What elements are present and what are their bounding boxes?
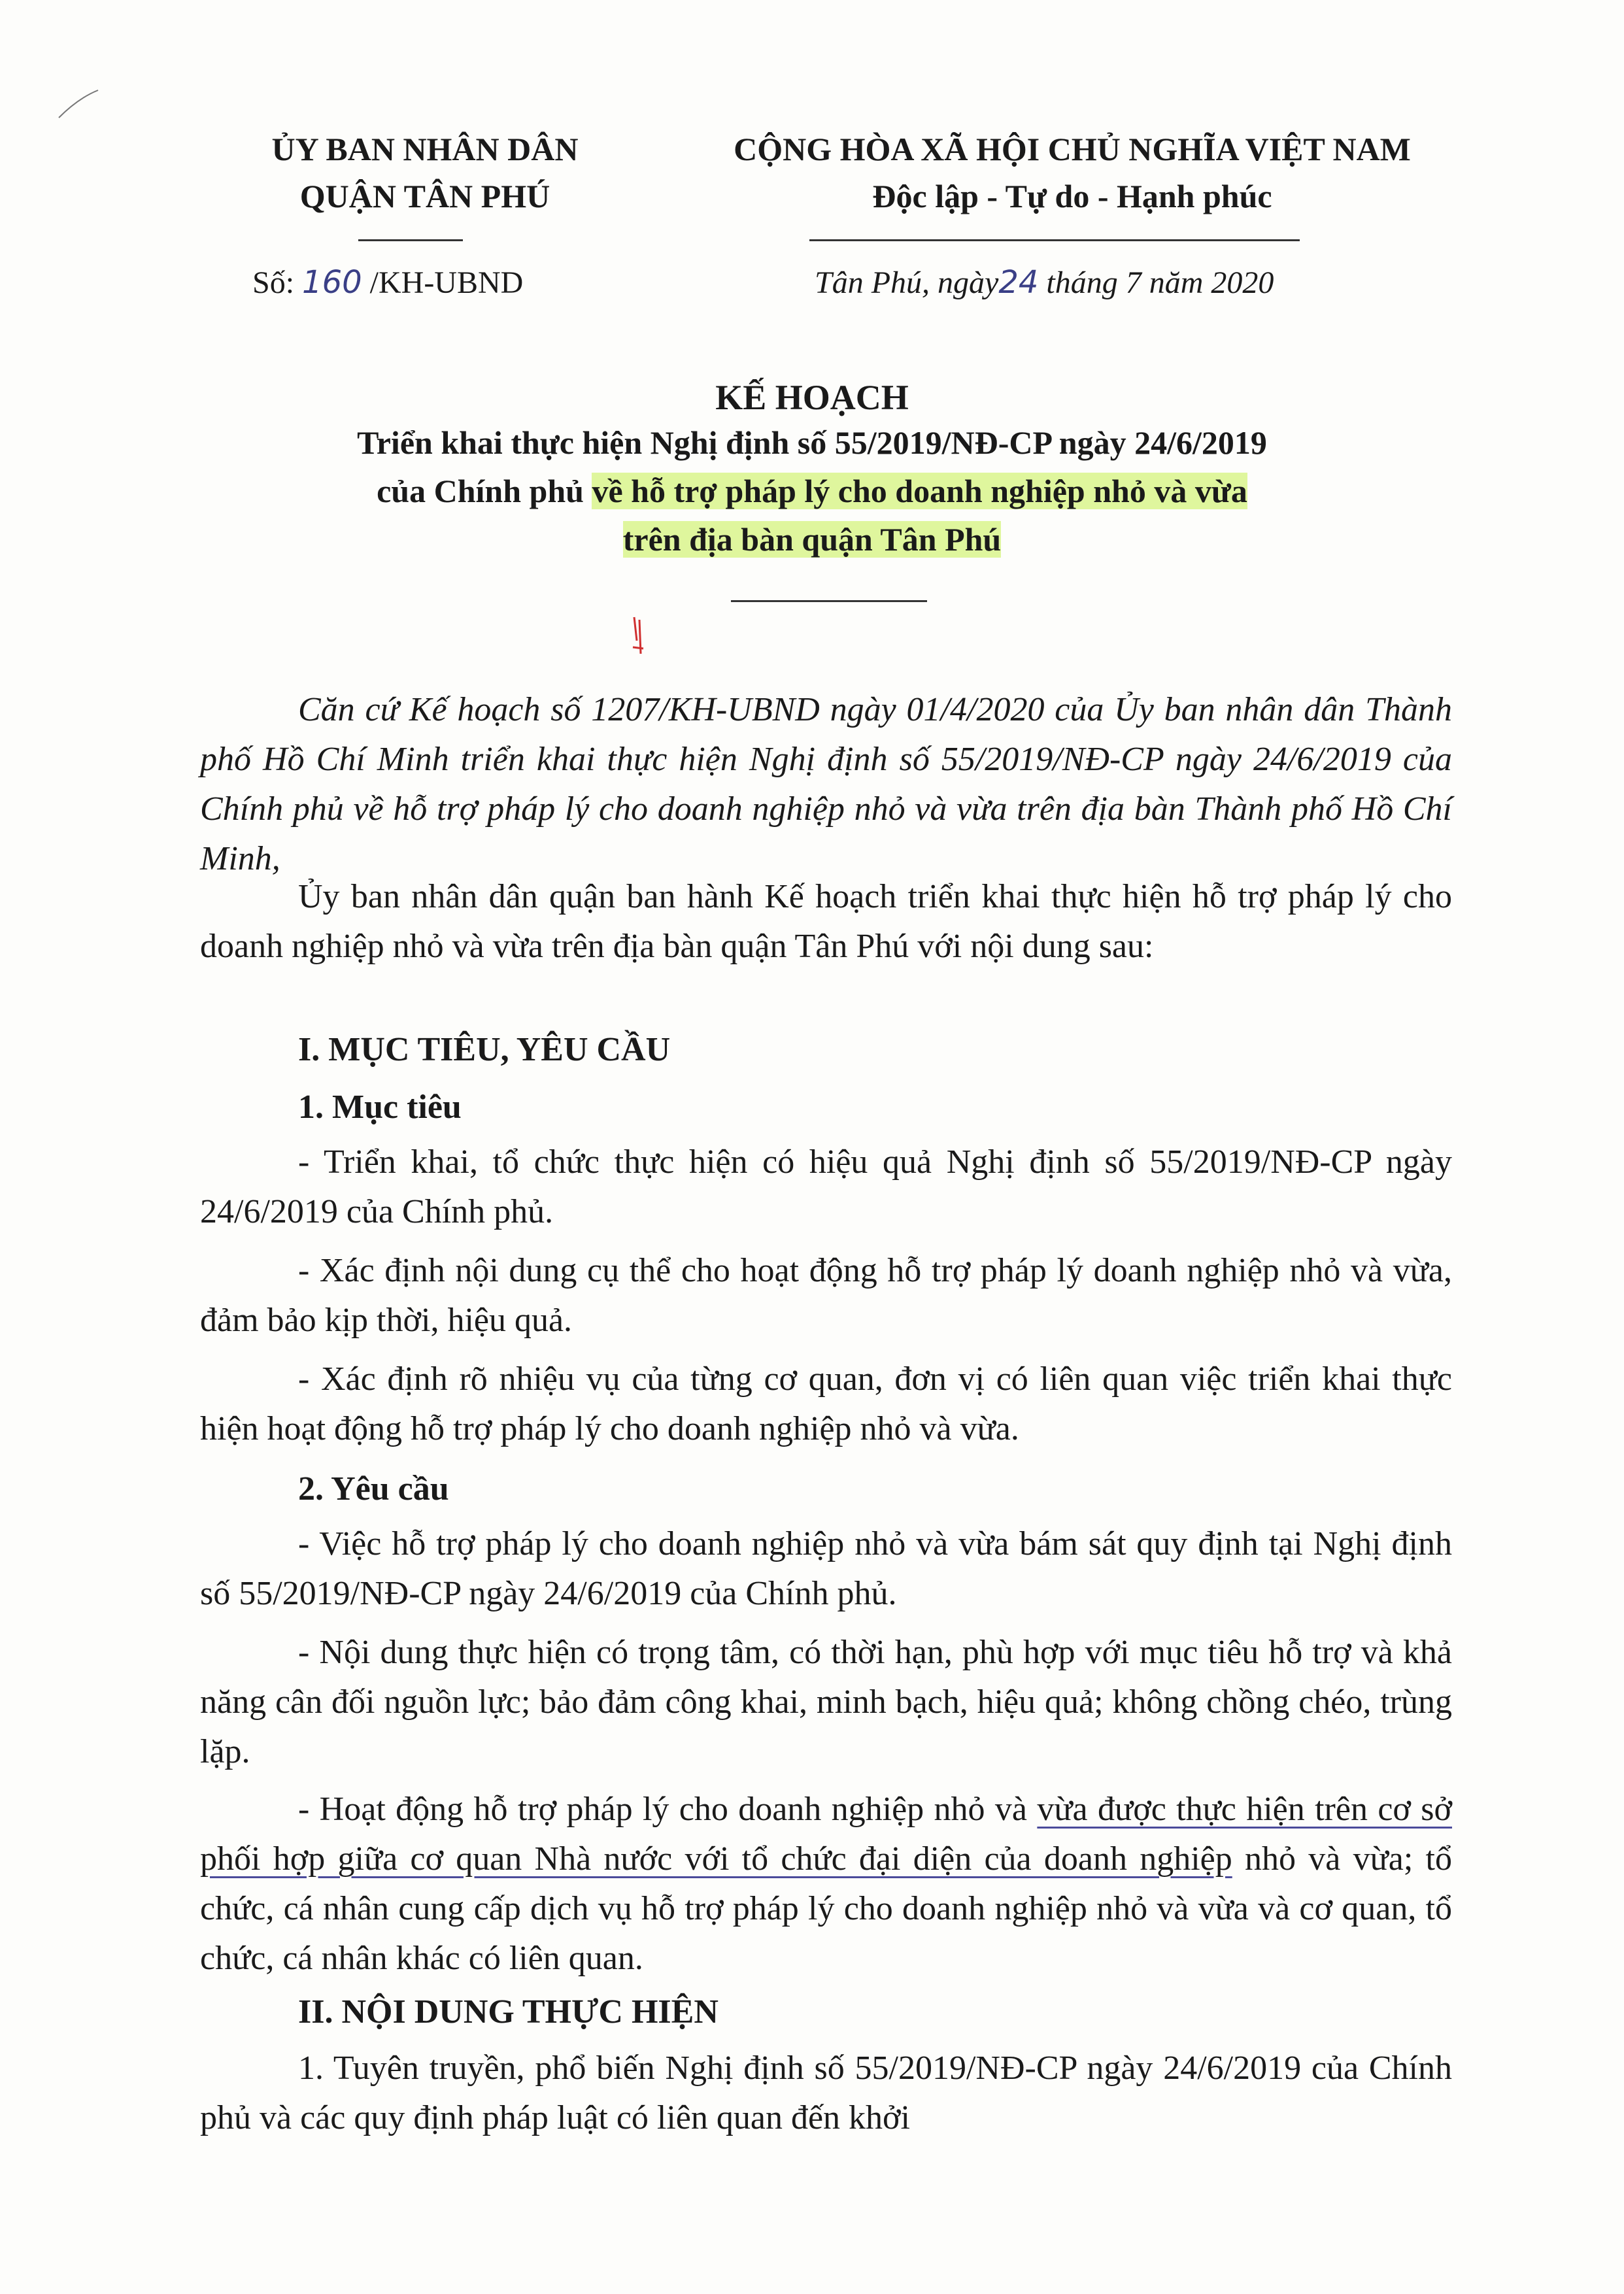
national-motto-block [680, 126, 1464, 220]
issuer-block [190, 126, 660, 220]
issuer-line-2: QUẬN TÂN PHÚ [299, 178, 550, 214]
goal-3: - Xác định rõ nhiệu vụ của từng cơ quan, đơn vị có liên quan việc triển khai thực hiện hoạt động hỗ trợ pháp lý cho doanh nghiệp nhỏ và vừa. [200, 1360, 1452, 1447]
date-suffix: tháng 7 năm 2020 [1038, 265, 1274, 300]
requirement-1: - Việc hỗ trợ pháp lý cho doanh nghiệp nhỏ và vừa bám sát quy định tại Nghị định số 55/2019/NĐ-CP ngày 24/6/2019 của Chính phủ. [200, 1525, 1452, 1612]
doc-number-suffix: /KH-UBND [362, 265, 524, 300]
intro-paragraph: Ủy ban nhân dân quận ban hành Kế hoạch triển khai thực hiện hỗ trợ pháp lý cho doanh nghiệp nhỏ và vừa trên địa bàn quận Tân Phú với nội dung sau: [200, 878, 1452, 965]
doc-number-prefix: Số: [252, 265, 303, 300]
requirement-3-end: nhỏ và vừa; tổ chức, cá nhân cung cấp dịch vụ hỗ trợ pháp lý cho doanh nghiệp nhỏ và vừa và cơ quan, tổ chức, cá nhân khác có liên quan. [200, 1840, 1452, 1977]
content-item-1-text: Tuyên truyền, phổ biến Nghị định số 55/2019/NĐ-CP ngày 24/6/2019 của Chính phủ và các quy định pháp luật có liên quan đến khởi [200, 2049, 1452, 2136]
subject-line-3 [0, 515, 1624, 564]
content-item-1-number: 1. [298, 2049, 324, 2087]
national-motto: Độc lập - Tự do - Hạnh phúc [872, 178, 1272, 214]
pen-tick-icon [52, 85, 105, 127]
goal-2: - Xác định nội dung cụ thể cho hoạt động hỗ trợ pháp lý doanh nghiệp nhỏ và vừa, đảm bảo kịp thời, hiệu quả. [200, 1252, 1452, 1339]
red-stamp-mark-icon [630, 615, 646, 667]
subject-line-3-highlight: trên địa bàn quận Tân Phú [622, 521, 1002, 558]
subject-line-2-highlight: về hỗ trợ pháp lý cho doanh nghiệp nhỏ và vừa [592, 473, 1247, 509]
content-item-1 [200, 2044, 1452, 2143]
requirement-2: - Nội dung thực hiện có trọng tâm, có thời hạn, phù hợp với mục tiêu hỗ trợ và khả năng cân đối nguồn lực; bảo đảm công khai, minh bạch, hiệu quả; không chồng chéo, trùng lặp. [200, 1634, 1452, 1770]
motto-underline [809, 239, 1300, 241]
section-1-sub-2: 2. Yêu cầu [298, 1470, 449, 1508]
date-prefix: Tân Phú, ngày [815, 265, 999, 300]
title-subject [0, 418, 1624, 564]
issue-date [815, 259, 1274, 307]
section-1-sub-1: 1. Mục tiêu [298, 1088, 462, 1126]
requirement-3-underlined: vừa được thực hiện trên cơ sở phối hợp giữa cơ quan Nhà nước với tổ chức đại diện của doanh nghiệp [200, 1791, 1453, 1878]
doc-number-handwritten: 160 [302, 264, 362, 301]
section-2-heading: II. NỘI DUNG THỰC HIỆN [298, 1993, 719, 2031]
document-title: KẾ HOẠCH [715, 378, 909, 417]
issuer-underline [358, 239, 463, 241]
requirement-3-start: - Hoạt động hỗ trợ pháp lý cho doanh nghiệp nhỏ và [298, 1791, 1038, 1828]
title-underline [731, 600, 927, 602]
national-name: CỘNG HÒA XÃ HỘI CHỦ NGHĨA VIỆT NAM [734, 131, 1411, 167]
requirement-3 [200, 1785, 1452, 1983]
document-number [252, 259, 523, 307]
subject-line-2-plain: của Chính phủ [377, 473, 592, 509]
section-1-heading: I. MỤC TIÊU, YÊU CẦU [298, 1031, 671, 1068]
goal-1: - Triển khai, tổ chức thực hiện có hiệu quả Nghị định số 55/2019/NĐ-CP ngày 24/6/2019 của Chính phủ. [200, 1143, 1452, 1230]
date-day-handwritten: 24 [998, 264, 1039, 301]
preamble-paragraph: Căn cứ Kế hoạch số 1207/KH-UBND ngày 01/4/2020 của Ủy ban nhân dân Thành phố Hồ Chí Minh triển khai thực hiện Nghị định số 55/2019/NĐ-CP ngày 24/6/2019 của Chính phủ về hỗ trợ pháp lý cho doanh nghiệp nhỏ và vừa trên địa bàn Thành phố Hồ Chí Minh, [200, 691, 1452, 877]
issuer-line-1: ỦY BAN NHÂN DÂN [271, 131, 579, 167]
subject-line-2 [0, 467, 1624, 515]
subject-line-1: Triển khai thực hiện Nghị định số 55/2019/NĐ-CP ngày 24/6/2019 [357, 424, 1267, 461]
